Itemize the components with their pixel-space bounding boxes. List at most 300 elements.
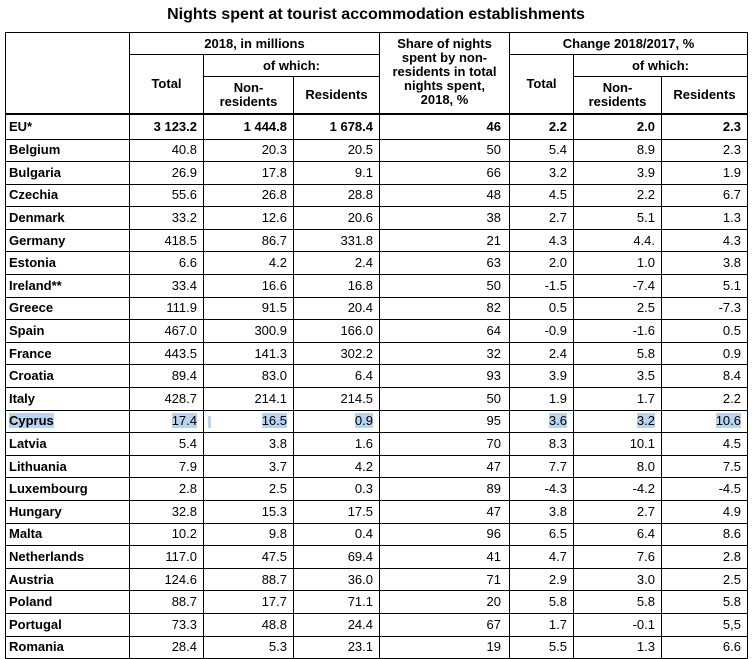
change-nonres-cell: [574, 114, 662, 140]
share-cell: [380, 501, 510, 524]
table-row: [6, 546, 748, 569]
country-cell-text: Hungary: [9, 503, 62, 519]
change-total-cell: [510, 365, 574, 388]
change-nonres-cell-text: 3.0: [636, 571, 655, 587]
change-total-cell: [510, 320, 574, 343]
country-cell: [6, 207, 130, 230]
change-total-cell: [510, 139, 574, 162]
change-nonres-cell-text: 3.9: [636, 164, 655, 180]
table-row: [6, 636, 748, 659]
res-cell-text: 71.1: [347, 594, 373, 610]
res-cell-text: 0.4: [354, 526, 373, 542]
change-res-cell: [662, 342, 748, 365]
change-total-cell-text: 3.6: [548, 413, 567, 429]
change-nonres-cell: [574, 478, 662, 501]
nonres-cell-text: 15.3: [261, 503, 287, 519]
change-nonres-cell: [574, 613, 662, 636]
change-nonres-cell: [574, 139, 662, 162]
change-res-cell-text: 8.4: [722, 368, 741, 384]
table-row: [6, 455, 748, 478]
change-res-cell: [662, 523, 748, 546]
nonres-cell-text: 141.3: [254, 345, 287, 361]
share-cell-text: 41: [486, 548, 501, 564]
share-cell-text: 93: [486, 368, 501, 384]
share-cell-text: 47: [486, 458, 501, 474]
change-nonres-cell-text: 8.9: [636, 142, 655, 158]
change-nonres-cell-text: 2.7: [636, 503, 655, 519]
res-cell-text: 9.1: [354, 164, 373, 180]
change-nonres-cell: [574, 546, 662, 569]
total-cell-text: 6.6: [178, 255, 197, 271]
total-cell-text: 26.9: [171, 164, 197, 180]
res-cell-text: 20.4: [347, 300, 373, 316]
country-cell-text: Italy: [9, 390, 36, 406]
change-total-cell: [510, 591, 574, 614]
res-cell-text: 16.8: [347, 277, 373, 293]
table-row: [6, 410, 748, 433]
change-nonres-cell-text: 5.1: [636, 210, 655, 226]
res-cell: [294, 546, 380, 569]
change-total-cell: [510, 275, 574, 298]
change-nonres-cell: [574, 568, 662, 591]
total-cell: [130, 114, 204, 140]
table-row: [6, 568, 748, 591]
nonres-cell: [204, 388, 294, 411]
res-cell-text: 4.2: [354, 458, 373, 474]
change-res-cell-text: -4.5: [718, 481, 741, 497]
country-cell-text: EU*: [9, 118, 33, 134]
share-cell: [380, 433, 510, 456]
country-cell: [6, 297, 130, 320]
country-cell: [6, 320, 130, 343]
nonres-cell-text: 3.8: [268, 436, 287, 452]
change-nonres-cell: [574, 252, 662, 275]
nonres-cell: [204, 546, 294, 569]
share-cell-text: 50: [486, 277, 501, 293]
share-cell: [380, 568, 510, 591]
change-res-cell: [662, 114, 748, 140]
share-cell-text: 96: [486, 526, 501, 542]
share-cell: [380, 139, 510, 162]
country-cell-text: Denmark: [9, 210, 65, 226]
share-cell-text: 82: [486, 300, 501, 316]
share-cell: [380, 252, 510, 275]
total-cell: [130, 252, 204, 275]
nonres-cell-text: 9.8: [268, 526, 287, 542]
country-cell: [6, 184, 130, 207]
table-row: [6, 139, 748, 162]
total-cell: [130, 591, 204, 614]
nonres-cell-text: 4.2: [268, 255, 287, 271]
total-cell: [130, 184, 204, 207]
total-cell-text: 40.8: [171, 142, 197, 158]
change-res-cell: [662, 297, 748, 320]
share-cell: [380, 320, 510, 343]
change-res-cell-text: 5.1: [722, 277, 741, 293]
total-cell-text: 33.4: [171, 277, 197, 293]
total-cell-text: 89.4: [171, 368, 197, 384]
change-res-cell-text: 0.9: [722, 345, 741, 361]
change-nonres-cell-text: 1.0: [636, 255, 655, 271]
nights-spent-table: [5, 32, 748, 659]
country-cell-text: Romania: [9, 639, 64, 655]
country-cell-text: Lithuania: [9, 458, 67, 474]
change-total-cell-text: 3.8: [548, 503, 567, 519]
res-cell: [294, 501, 380, 524]
header-change-residents: Residents: [662, 77, 748, 114]
country-cell-text: Czechia: [9, 187, 59, 203]
change-res-cell-text: 0.5: [722, 323, 741, 339]
change-total-cell: [510, 478, 574, 501]
header-2018-group: 2018, in millions: [130, 33, 380, 55]
res-cell: [294, 342, 380, 365]
res-cell: [294, 114, 380, 140]
nonres-cell: [204, 478, 294, 501]
change-total-cell: [510, 636, 574, 659]
nonres-cell: [204, 523, 294, 546]
change-nonres-cell: [574, 162, 662, 185]
total-cell: [130, 275, 204, 298]
res-cell-text: 0.3: [354, 481, 373, 497]
total-cell: [130, 546, 204, 569]
res-cell: [294, 365, 380, 388]
change-total-cell: [510, 184, 574, 207]
change-total-cell-text: 2.0: [548, 255, 567, 271]
change-res-cell-text: 2.3: [722, 118, 741, 134]
nonres-cell: [204, 342, 294, 365]
nonres-cell: [204, 501, 294, 524]
change-total-cell-text: 5.4: [548, 142, 567, 158]
total-cell-text: 55.6: [171, 187, 197, 203]
country-cell-text: Bulgaria: [9, 164, 62, 180]
change-nonres-cell-text: -1.6: [632, 323, 655, 339]
res-cell: [294, 162, 380, 185]
nonres-cell: [204, 433, 294, 456]
nonres-cell-text: 1 444.8: [243, 118, 287, 134]
nonres-cell-text: 26.8: [261, 187, 287, 203]
country-cell-text: Croatia: [9, 368, 54, 384]
nonres-cell-text: 83.0: [261, 368, 287, 384]
change-nonres-cell: [574, 342, 662, 365]
change-res-cell-text: 4.5: [722, 436, 741, 452]
change-total-cell-text: 6.5: [548, 526, 567, 542]
change-nonres-cell-text: 3.5: [636, 368, 655, 384]
change-res-cell: [662, 613, 748, 636]
change-nonres-cell-text: 8.0: [636, 458, 655, 474]
nonres-cell-text: 300.9: [254, 323, 287, 339]
total-cell: [130, 455, 204, 478]
change-res-cell-text: -7.3: [718, 300, 741, 316]
res-cell-text: 69.4: [347, 548, 373, 564]
change-total-cell: [510, 388, 574, 411]
total-cell-text: 28.4: [171, 639, 197, 655]
table-row: [6, 591, 748, 614]
total-cell-text: 111.9: [166, 300, 197, 316]
nonres-cell: [204, 365, 294, 388]
country-cell-text: Poland: [9, 594, 53, 610]
change-total-cell-text: 0.5: [548, 300, 567, 316]
change-res-cell-text: 7.5: [722, 458, 741, 474]
change-res-cell-text: 2.3: [722, 142, 741, 158]
table-row: [6, 229, 748, 252]
total-cell-text: 5.4: [178, 436, 197, 452]
share-cell-text: 48: [486, 187, 501, 203]
nonres-cell: [204, 613, 294, 636]
change-total-cell: [510, 229, 574, 252]
change-res-cell: [662, 229, 748, 252]
change-res-cell: [662, 501, 748, 524]
change-total-cell: [510, 433, 574, 456]
change-res-cell: [662, 365, 748, 388]
country-cell: [6, 568, 130, 591]
total-cell: [130, 162, 204, 185]
nonres-cell-text: 17.8: [261, 164, 287, 180]
country-cell: [6, 613, 130, 636]
total-cell-text: 117.0: [165, 548, 197, 564]
share-cell-text: 21: [486, 232, 501, 248]
res-cell: [294, 388, 380, 411]
change-nonres-cell-text: 5.8: [636, 594, 655, 610]
table-row: [6, 275, 748, 298]
change-nonres-cell: [574, 591, 662, 614]
header-change-non-residents: Non- residents: [574, 77, 662, 114]
country-cell: [6, 636, 130, 659]
res-cell: [294, 613, 380, 636]
change-res-cell-text: 3.8: [722, 255, 741, 271]
change-nonres-cell-text: 1.3: [636, 639, 655, 655]
country-cell: [6, 546, 130, 569]
res-cell: [294, 275, 380, 298]
nonres-cell-text: 214.1: [254, 390, 287, 406]
change-res-cell: [662, 455, 748, 478]
country-cell-text: Latvia: [9, 436, 47, 452]
table-row: [6, 320, 748, 343]
share-cell-text: 89: [486, 481, 501, 497]
total-cell: [130, 613, 204, 636]
change-res-cell-text: 6.7: [722, 187, 741, 203]
change-nonres-cell: [574, 320, 662, 343]
country-cell: [6, 478, 130, 501]
header-of-which: of which:: [204, 55, 380, 77]
country-cell-text: Malta: [9, 526, 43, 542]
country-cell-text: Germany: [9, 232, 66, 248]
total-cell: [130, 410, 204, 433]
res-cell-text: 1.6: [354, 436, 373, 452]
change-total-cell-text: -1.5: [544, 277, 567, 293]
country-cell-text: Portugal: [9, 616, 62, 632]
nonres-cell: [204, 320, 294, 343]
nonres-cell: [204, 275, 294, 298]
change-nonres-cell-text: 3.2: [636, 413, 655, 429]
total-cell-text: 32.8: [171, 503, 197, 519]
share-cell-text: 20: [486, 594, 501, 610]
res-cell-text: 17.5: [347, 503, 373, 519]
change-nonres-cell: [574, 455, 662, 478]
nonres-cell: [204, 636, 294, 659]
change-res-cell-text: 4.9: [722, 503, 741, 519]
nonres-cell-text: 47.5: [261, 548, 287, 564]
country-cell: [6, 501, 130, 524]
total-cell-text: 88.7: [171, 594, 197, 610]
total-cell-text: 467.0: [164, 323, 197, 339]
change-nonres-cell: [574, 410, 662, 433]
res-cell: [294, 433, 380, 456]
nonres-cell: [204, 207, 294, 230]
table-body: [6, 114, 748, 659]
change-total-cell-text: 7.7: [548, 458, 567, 474]
nonres-cell-text: 20.3: [261, 142, 287, 158]
change-nonres-cell: [574, 275, 662, 298]
change-total-cell-text: -4.3: [544, 481, 567, 497]
country-cell: [6, 433, 130, 456]
res-cell-text: 302.2: [340, 345, 373, 361]
share-cell: [380, 297, 510, 320]
nonres-cell-text: 88.7: [261, 571, 287, 587]
total-cell: [130, 320, 204, 343]
header-total: Total: [130, 55, 204, 114]
change-res-cell: [662, 275, 748, 298]
res-cell: [294, 568, 380, 591]
change-total-cell: [510, 546, 574, 569]
total-cell-text: 7.9: [178, 458, 197, 474]
table-row: [6, 388, 748, 411]
nonres-cell-text: 48.8: [261, 616, 287, 632]
change-total-cell-text: 2.9: [548, 571, 567, 587]
country-cell-text: Spain: [9, 323, 45, 339]
change-res-cell: [662, 162, 748, 185]
change-res-cell-text: 8.6: [722, 526, 741, 542]
change-res-cell: [662, 320, 748, 343]
share-cell: [380, 275, 510, 298]
share-cell-text: 38: [486, 210, 501, 226]
change-res-cell: [662, 433, 748, 456]
total-cell: [130, 523, 204, 546]
change-total-cell: [510, 410, 574, 433]
share-cell: [380, 365, 510, 388]
change-nonres-cell-text: 1.7: [636, 390, 655, 406]
change-total-cell-text: 1.7: [548, 616, 567, 632]
change-nonres-cell: [574, 207, 662, 230]
nonres-cell-text: 12.6: [261, 210, 287, 226]
change-res-cell-text: 1.3: [722, 210, 741, 226]
country-cell: [6, 139, 130, 162]
share-cell-text: 50: [486, 142, 501, 158]
res-cell-text: 6.4: [354, 368, 373, 384]
change-total-cell: [510, 207, 574, 230]
change-res-cell: [662, 478, 748, 501]
res-cell-text: 331.8: [340, 232, 373, 248]
change-nonres-cell-text: 2.2: [636, 187, 655, 203]
res-cell: [294, 455, 380, 478]
header-change-of-which: of which:: [574, 55, 748, 77]
change-total-cell: [510, 613, 574, 636]
change-nonres-cell-text: 2.5: [636, 300, 655, 316]
res-cell-text: 23.1: [347, 639, 373, 655]
nonres-cell-text: 5.3: [268, 639, 287, 655]
change-res-cell: [662, 252, 748, 275]
change-nonres-cell: [574, 636, 662, 659]
change-res-cell-text: 5,5: [722, 616, 741, 632]
res-cell: [294, 139, 380, 162]
change-total-cell-text: 4.5: [548, 187, 567, 203]
table-row: [6, 342, 748, 365]
change-total-cell-text: 3.9: [548, 368, 567, 384]
change-res-cell: [662, 546, 748, 569]
country-cell: [6, 162, 130, 185]
nonres-cell-text: 2.5: [268, 481, 287, 497]
change-res-cell-text: 10.6: [715, 413, 741, 429]
share-cell: [380, 207, 510, 230]
change-total-cell: [510, 455, 574, 478]
change-total-cell: [510, 501, 574, 524]
table-row: [6, 114, 748, 140]
total-cell: [130, 478, 204, 501]
change-total-cell-text: 4.7: [548, 548, 567, 564]
share-cell: [380, 523, 510, 546]
res-cell: [294, 591, 380, 614]
total-cell: [130, 342, 204, 365]
table-row: [6, 613, 748, 636]
country-cell-text: Belgium: [9, 142, 61, 158]
total-cell: [130, 433, 204, 456]
res-cell: [294, 229, 380, 252]
share-cell: [380, 114, 510, 140]
nonres-cell: [204, 184, 294, 207]
change-nonres-cell: [574, 297, 662, 320]
change-total-cell: [510, 342, 574, 365]
country-cell: [6, 252, 130, 275]
table-row: [6, 501, 748, 524]
total-cell: [130, 297, 204, 320]
change-nonres-cell: [574, 365, 662, 388]
nonres-cell: [204, 139, 294, 162]
change-nonres-cell-text: 7.6: [636, 548, 655, 564]
total-cell: [130, 139, 204, 162]
highlight-marker: [208, 416, 211, 428]
share-cell: [380, 636, 510, 659]
change-res-cell: [662, 184, 748, 207]
change-total-cell-text: 4.3: [548, 232, 567, 248]
total-cell-text: 428.7: [164, 390, 197, 406]
total-cell-text: 2.8: [178, 481, 197, 497]
nonres-cell: [204, 568, 294, 591]
res-cell: [294, 320, 380, 343]
nonres-cell: [204, 252, 294, 275]
table-row: [6, 478, 748, 501]
change-nonres-cell-text: -0.1: [632, 616, 655, 632]
total-cell-text: 10.2: [171, 526, 197, 542]
total-cell: [130, 636, 204, 659]
change-total-cell: [510, 523, 574, 546]
total-cell: [130, 501, 204, 524]
change-res-cell-text: 5.8: [722, 594, 741, 610]
nonres-cell: [204, 162, 294, 185]
change-nonres-cell: [574, 184, 662, 207]
change-nonres-cell: [574, 523, 662, 546]
share-cell: [380, 546, 510, 569]
res-cell: [294, 410, 380, 433]
res-cell: [294, 184, 380, 207]
change-res-cell-text: 2.2: [722, 390, 741, 406]
country-cell-text: Greece: [9, 300, 54, 316]
share-cell: [380, 342, 510, 365]
change-res-cell: [662, 591, 748, 614]
share-cell: [380, 229, 510, 252]
country-cell: [6, 275, 130, 298]
res-cell-text: 214.5: [340, 390, 373, 406]
nonres-cell-text: 3.7: [268, 458, 287, 474]
change-total-cell-text: 3.2: [548, 164, 567, 180]
